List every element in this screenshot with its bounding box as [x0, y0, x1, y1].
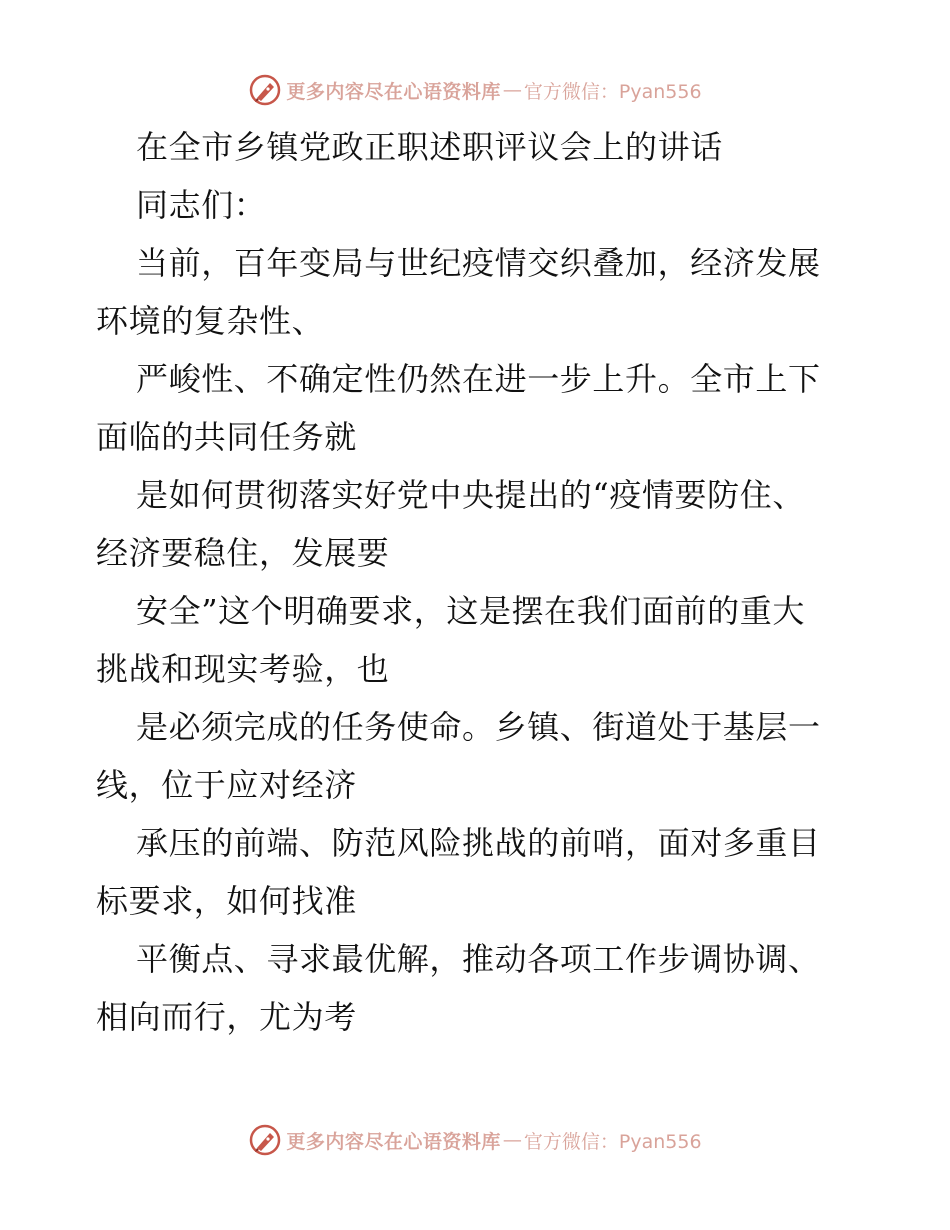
paragraph-line: 平衡点、寻求最优解，推动各项工作步调协调、 — [136, 940, 821, 978]
watermark-wechat-text: 官方微信：Pyan556 — [523, 80, 702, 103]
paragraph-line: 是如何贯彻落实好党中央提出的“疫情要防住、 — [136, 476, 805, 514]
paragraph-line: 线，位于应对经济 — [96, 766, 357, 804]
document-title: 在全市乡镇党政正职述职评议会上的讲话 — [136, 128, 723, 166]
paragraph-line: 经济要稳住，发展要 — [96, 534, 390, 572]
paragraph-line: 严峻性、不确定性仍然在进一步上升。全市上下 — [136, 360, 821, 398]
watermark-wechat-text: 官方微信：Pyan556 — [523, 1130, 702, 1153]
pen-nib-icon — [248, 73, 282, 107]
watermark-site-text: 更多内容尽在心语资料库 — [286, 80, 501, 103]
watermark-header — [0, 70, 950, 110]
document-body — [96, 118, 856, 1046]
paragraph-line: 环境的复杂性、 — [96, 302, 325, 340]
paragraph-line: 当前，百年变局与世纪疫情交织叠加，经济发展 — [136, 244, 821, 282]
watermark-footer — [0, 1120, 950, 1160]
watermark-separator: — — [502, 1129, 522, 1151]
watermark-separator: — — [502, 79, 522, 101]
paragraph-line: 是必须完成的任务使命。乡镇、街道处于基层一 — [136, 708, 821, 746]
paragraph-line: 标要求，如何找准 — [96, 882, 357, 920]
paragraph-line: 挑战和现实考验，也 — [96, 650, 390, 688]
paragraph-line: 安全”这个明确要求，这是摆在我们面前的重大 — [136, 592, 805, 630]
paragraph-line: 面临的共同任务就 — [96, 418, 357, 456]
document-greeting: 同志们： — [136, 186, 267, 224]
paragraph-line: 相向而行，尤为考 — [96, 998, 357, 1036]
watermark-site-text: 更多内容尽在心语资料库 — [286, 1130, 501, 1153]
pen-nib-icon — [248, 1123, 282, 1157]
paragraph-line: 承压的前端、防范风险挑战的前哨，面对多重目 — [136, 824, 821, 862]
